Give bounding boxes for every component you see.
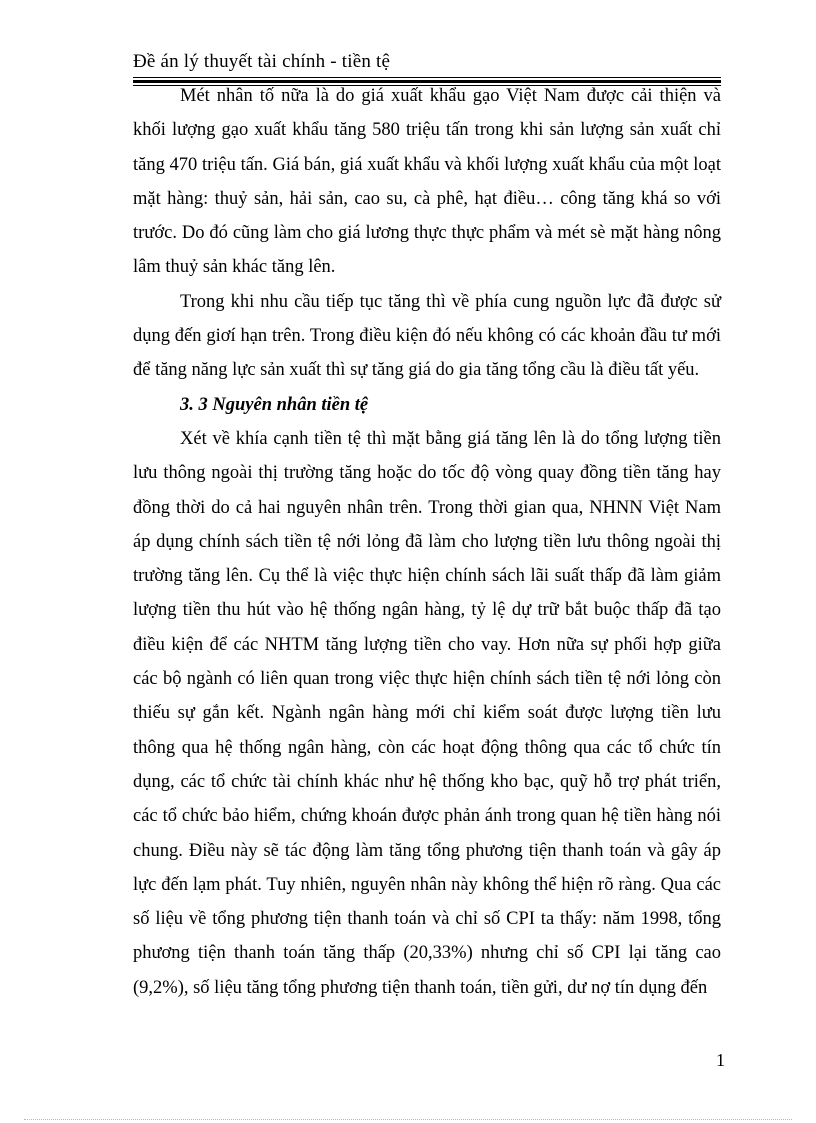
page-bottom-border — [24, 1119, 792, 1120]
body-paragraph: Xét về khía cạnh tiền tệ thì mặt bằng giá tăng lên là do tổng lượng tiền lưu thông ngoài thị trường tăng hoặc do tốc độ vòng quay đồng tiền tăng hay đồng thời do cả hai nguyên nhân trên. Trong thời gian qua, NHNN Việt Nam áp dụng chính sách tiền tệ nới lỏng đã làm cho lượng tiền lưu thông ngoài thị trường tăng lên. Cụ thể là việc thực hiện chính sách lãi suất thấp đã làm giảm lượng tiền thu hút vào hệ thống ngân hàng, tỷ lệ dự trữ bắt buộc thấp đã tạo điều kiện để các NHTM tăng lượng tiền cho vay. Hơn nữa sự phối hợp giữa các bộ ngành có liên quan trong việc thực hiện chính sách tiền tệ nới lỏng còn thiếu sự gắn kết. Ngành ngân hàng mới chỉ kiểm soát được lượng tiền lưu thông qua hệ thống ngân hàng, còn các hoạt động thông qua các tổ chức tín dụng, các tổ chức tài chính khác như hệ thống kho bạc, quỹ hỗ trợ phát triển, các tổ chức bảo hiểm, chứng khoán được phản ánh trong quan hệ tiền hàng nói chung. Điều này sẽ tác động làm tăng tổng phương tiện thanh toán và gây áp lực đến lạm phát. Tuy nhiên, nguyên nhân này không thể hiện rõ ràng. Qua các số liệu về tổng phương tiện thanh toán và chỉ số CPI ta thấy: năm 1998, tổng phương tiện thanh toán tăng thấp (20,33%) nhưng chỉ số CPI lại tăng cao (9,2%), số liệu tăng tổng phương tiện thanh toán, tiền gửi, dư nợ tín dụng đến — [133, 428, 721, 998]
body-paragraph: Mét nhân tố nữa là do giá xuất khẩu gạo Việt Nam được cải thiện và khối lượng gạo xuất khẩu tăng 580 triệu tấn trong khi sản lượng sản xuất chỉ tăng 470 triệu tấn. Giá bán, giá xuất khẩu và khối lượng xuất khẩu của một loạt mặt hàng: thuỷ sản, hải sản, cao su, cà phê, hạt điều… công tăng khá so với trước. Do đó cũng làm cho giá lương thực thực phẩm và mét sè mặt hàng nông lâm thuỷ sản khác tăng lên. — [133, 86, 721, 278]
page-number: 1 — [716, 1050, 725, 1070]
page-header-title: Đề án lý thuyết tài chính - tiền tệ — [133, 51, 391, 72]
header-rule-top — [133, 77, 721, 78]
document-body — [133, 79, 721, 1005]
body-paragraph: Trong khi nhu cầu tiếp tục tăng thì về phía cung nguồn lực đã được sử dụng đến giơí hạn trên. Trong điều kiện đó nếu không có các khoản đầu tư mới để tăng năng lực sản xuất thì sự tăng giá do gia tăng tổng cầu là điều tất yếu. — [133, 291, 721, 381]
section-heading: 3. 3 Nguyên nhân tiền tệ — [180, 394, 369, 415]
